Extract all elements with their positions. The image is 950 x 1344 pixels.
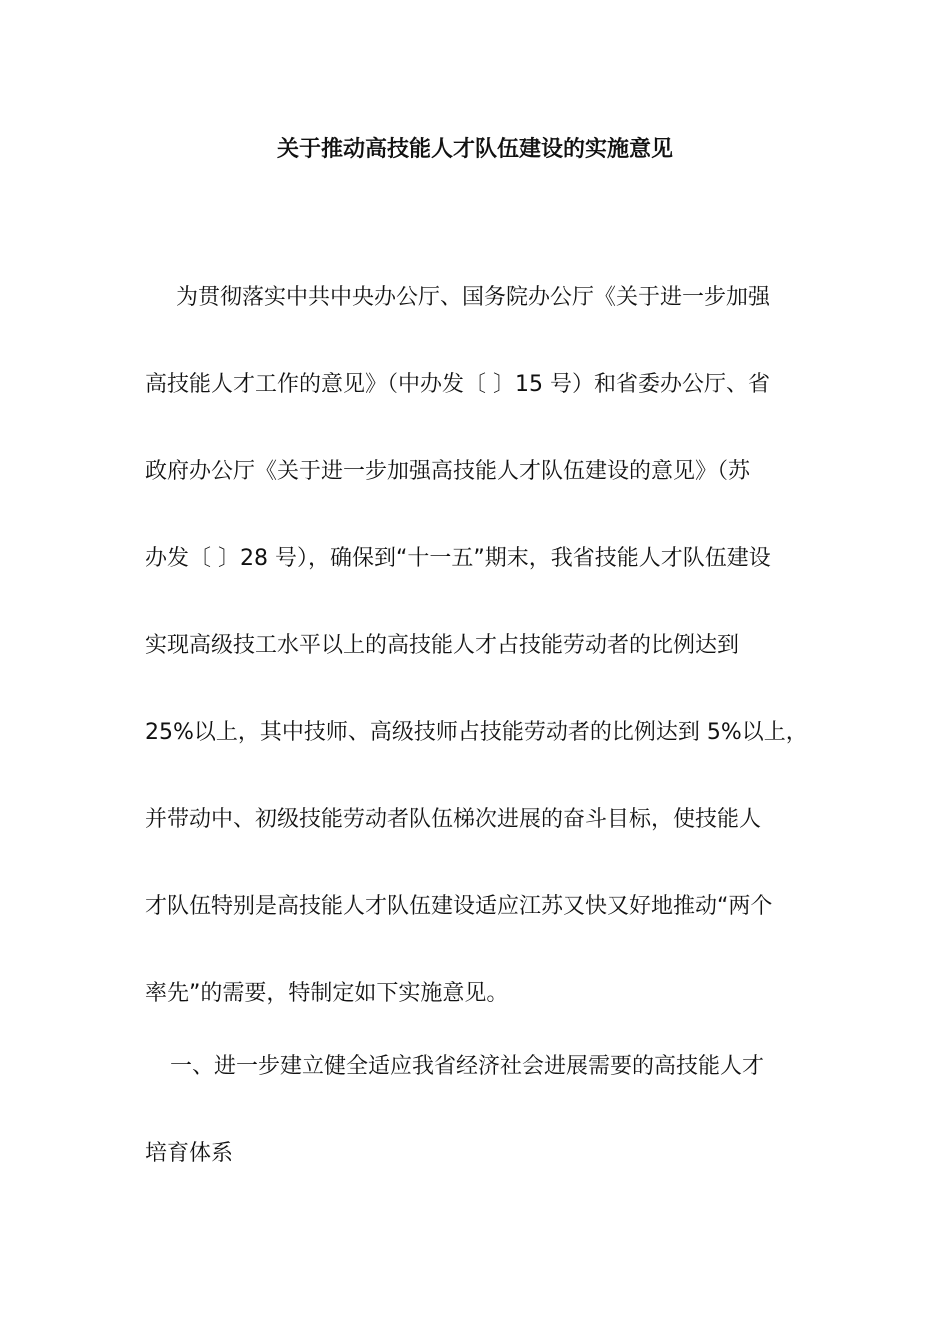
paragraph-line: 25%以上，其中技师、高级技师占技能劳动者的比例达到 5%以上， <box>145 720 808 745</box>
paragraph-line: 政府办公厅《关于进一步加强高技能人才队伍建设的意见》（苏 <box>145 459 751 484</box>
paragraph-line: 率先”的需要，特制定如下实施意见。 <box>145 981 509 1006</box>
paragraph-line: 办发〔 〕28 号），确保到“十一五”期末，我省技能人才队伍建设 <box>145 546 771 571</box>
paragraph-line: 实现高级技工水平以上的高技能人才占技能劳动者的比例达到 <box>145 633 740 658</box>
paragraph-line: 高技能人才工作的意见》（中办发〔 〕15 号）和省委办公厅、省 <box>145 372 770 397</box>
document-title: 关于推动高技能人才队伍建设的实施意见 <box>276 137 673 162</box>
section-heading-line: 培育体系 <box>145 1141 234 1166</box>
paragraph-line: 并带动中、初级技能劳动者队伍梯次进展的奋斗目标，使技能人 <box>145 807 762 832</box>
section-heading-line: 一、进一步建立健全适应我省经济社会进展需要的高技能人才 <box>170 1054 765 1079</box>
paragraph-line: 为贯彻落实中共中央办公厅、国务院办公厅《关于进一步加强 <box>176 285 771 310</box>
paragraph-line: 才队伍特别是高技能人才队伍建设适应江苏又快又好地推动“两个 <box>145 894 773 919</box>
